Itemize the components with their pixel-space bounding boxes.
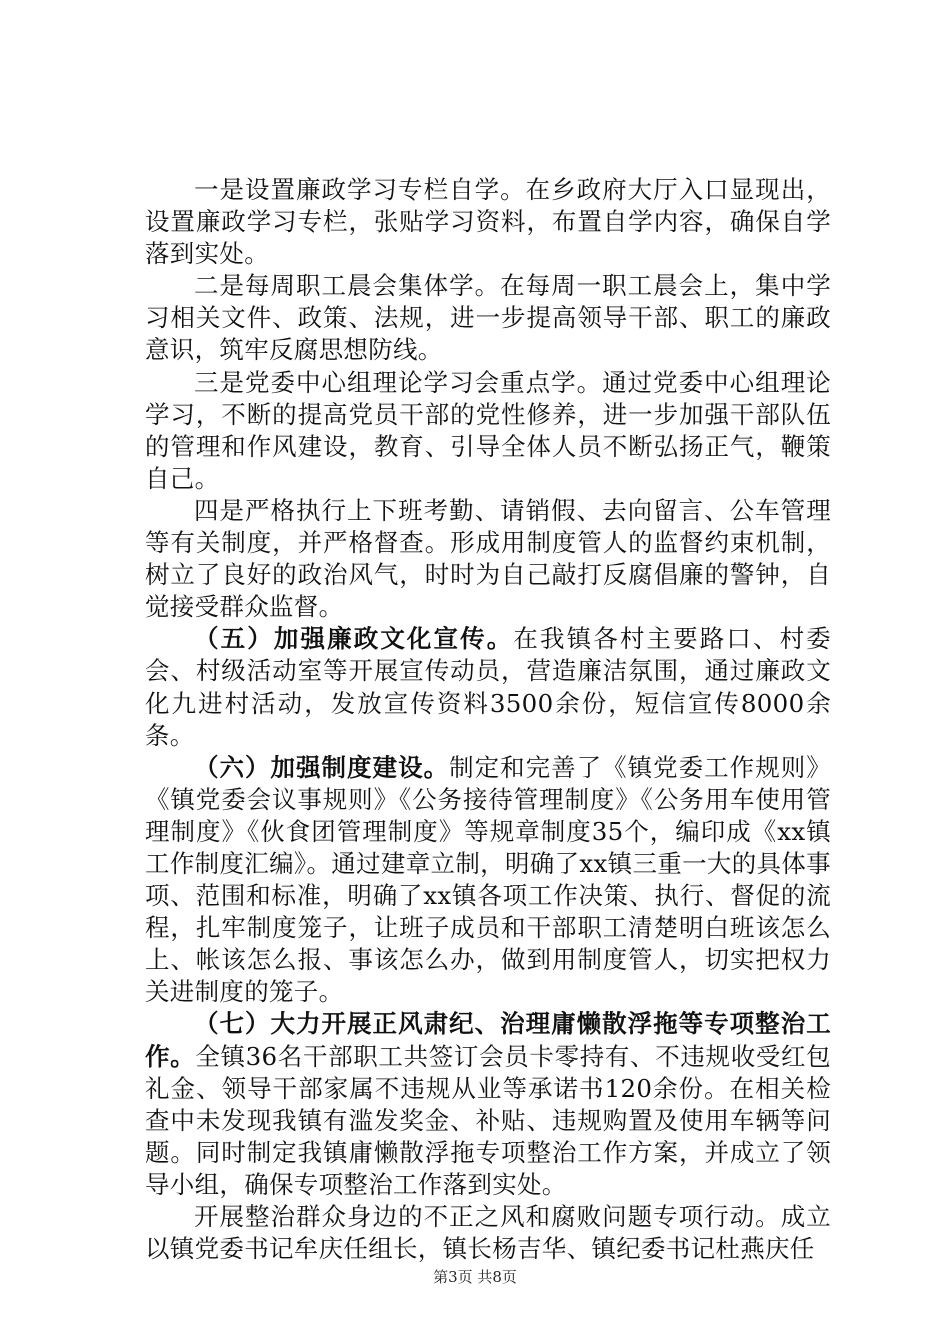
document-body [145, 174, 831, 1265]
section-heading: （七）大力开展正风肃纪、治理庸懒散浮拖等专项整治工作。 [145, 1009, 831, 1071]
paragraph-morning-meeting [145, 270, 831, 366]
page-number-footer: 第3页 共8页 [433, 1268, 517, 1286]
paragraph-text: 一是设置廉政学习专栏自学。在乡政府大厅入口显现出，设置廉政学习专栏，张贴学习资料，布置自学内容，确保自学落到实处。 [145, 175, 831, 269]
paragraph-section-6 [145, 752, 831, 1009]
paragraph-text: 二是每周职工晨会集体学。在每周一职工晨会上，集中学习相关文件、政策、法规，进一步提高领导干部、职工的廉政意识，筑牢反腐思想防线。 [145, 271, 831, 365]
paragraph-text: 开展整治群众身边的不正之风和腐败问题专项行动。成立以镇党委书记牟庆任组长，镇长杨吉华、镇纪委书记杜燕庆任 [145, 1202, 831, 1264]
paragraph-attendance [145, 495, 831, 623]
paragraph-text: 制定和完善了《镇党委工作规则》《镇党委会议事规则》《公务接待管理制度》《公务用车使用管理制度》《伙食团管理制度》等规章制度35个，编印成《xx镇工作制度汇编》。通过建章立制，明确了xx镇三重一大的具体事项、范围和标准，明确了xx镇各项工作决策、执行、督促的流程，扎牢制度笼子，让班子成员和干部职工清楚明白班该怎么上、帐该怎么报、事该怎么办，做到用制度管人，切实把权力关进制度的笼子。 [145, 752, 832, 1007]
paragraph-section-5 [145, 623, 831, 751]
paragraph-special-action [145, 1201, 831, 1265]
paragraph-study-column [145, 174, 831, 270]
paragraph-party-study [145, 367, 831, 495]
paragraph-section-7 [145, 1008, 831, 1201]
paragraph-text: 在我镇各村主要路口、村委会、村级活动室等开展宣传动员，营造廉洁氛围，通过廉政文化九进村活动，发放宣传资料3500余份，短信宣传8000余条。 [145, 624, 831, 750]
paragraph-text: 三是党委中心组理论学习会重点学。通过党委中心组理论学习，不断的提高党员干部的党性修养，进一步加强干部队伍的管理和作风建设，教育、引导全体人员不断弘扬正气，鞭策自己。 [145, 367, 831, 493]
section-heading: （五）加强廉政文化宣传。 [194, 624, 514, 654]
paragraph-text: 全镇36名干部职工共签订会员卡零持有、不违规收受红包礼金、领导干部家属不违规从业等承诺书120余份。在相关检查中未发现我镇有滥发奖金、补贴、违规购置及使用车辆等问题。同时制定我镇庸懒散浮拖专项整治工作方案，并成立了领导小组，确保专项整治工作落到实处。 [145, 1041, 831, 1199]
section-heading: （六）加强制度建设。 [194, 752, 450, 782]
paragraph-text: 四是严格执行上下班考勤、请销假、去向留言、公车管理等有关制度，并严格督查。形成用制度管人的监督约束机制，树立了良好的政治风气，时时为自己敲打反腐倡廉的警钟，自觉接受群众监督。 [145, 495, 831, 622]
